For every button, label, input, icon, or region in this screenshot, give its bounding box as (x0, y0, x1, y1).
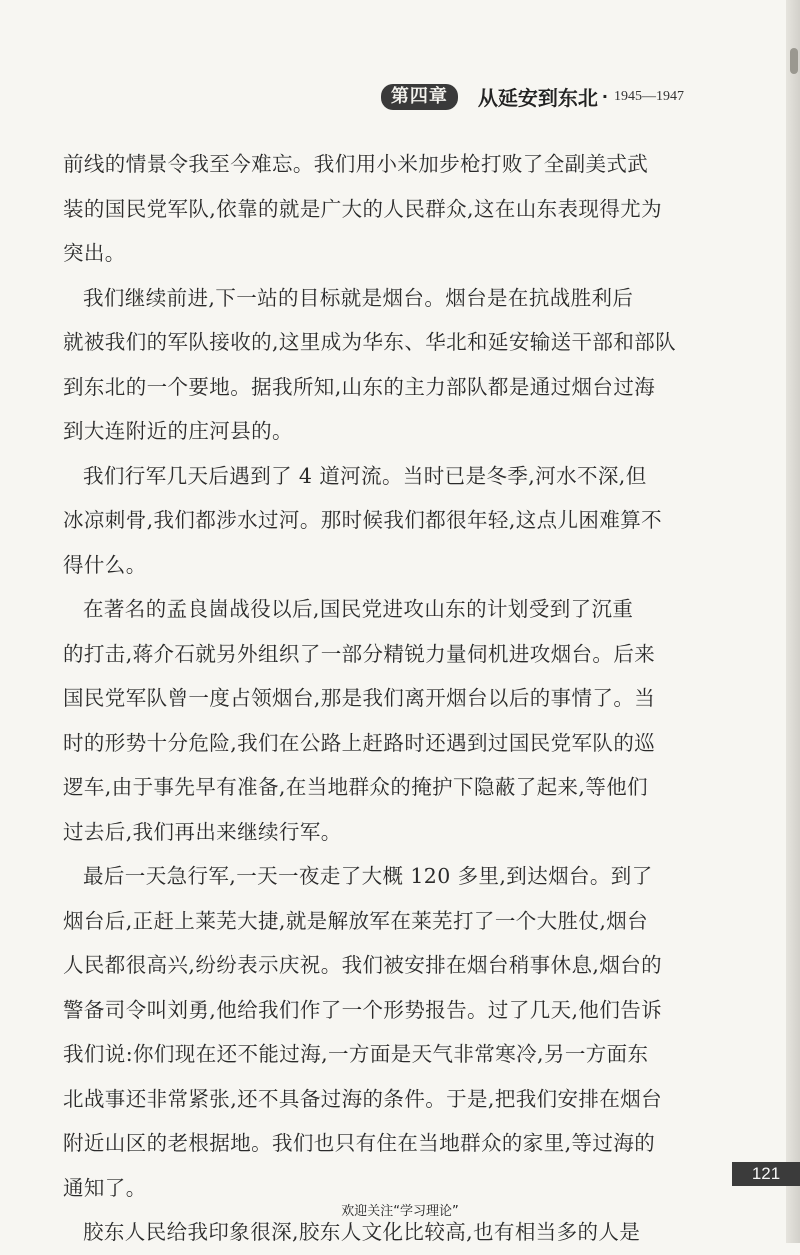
text-line: 烟台后,正赶上莱芜大捷,就是解放军在莱芜打了一个大胜仗,烟台 (63, 908, 649, 933)
text-line: 我们行军几天后遇到了 4 道河流。当时已是冬季,河水不深,但 (83, 463, 647, 488)
text-line: 附近山区的老根据地。我们也只有住在当地群众的家里,等过海的 (63, 1131, 656, 1155)
text-line: 前线的情景令我至今难忘。我们用小米加步枪打败了全副美式武 (63, 152, 649, 176)
text-line: 胶东人民给我印象很深,胶东人文化比较高,也有相当多的人是 (83, 1220, 641, 1244)
text-line: 人民都很高兴,纷纷表示庆祝。我们被安排在烟台稍事休息,烟台的 (63, 953, 663, 977)
page-edge-mark (790, 48, 798, 74)
text-line: 就被我们的军队接收的,这里成为华东、华北和延安输送干部和部队 (63, 330, 677, 354)
text-line: 警备司令叫刘勇,他给我们作了一个形势报告。过了几天,他们告诉 (63, 997, 663, 1022)
text-line: 我们继续前进,下一站的目标就是烟台。烟台是在抗战胜利后 (83, 285, 634, 310)
text-line: 装的国民党军队,依靠的就是广大的人民群众,这在山东表现得尤为 (63, 196, 663, 221)
page-number: 121 (732, 1162, 800, 1186)
text-line: 我们说:你们现在还不能过海,一方面是天气非常寒冷,另一方面东 (63, 1042, 649, 1066)
text-line: 最后一天急行军,一天一夜走了大概 120 多里,到达烟台。到了 (83, 864, 653, 888)
text-line: 突出。 (63, 241, 126, 265)
chapter-badge: 第四章 (381, 84, 458, 110)
running-header (381, 82, 684, 111)
text-line: 在著名的孟良崮战役以后,国民党进攻山东的计划受到了沉重 (83, 597, 634, 621)
chapter-title: 从延安到东北 (477, 86, 598, 110)
chapter-years: 1945—1947 (614, 88, 684, 104)
text-line: 得什么。 (63, 552, 147, 577)
page-edge (786, 0, 800, 1243)
body-text (63, 142, 693, 1255)
header-separator: · (601, 87, 608, 106)
text-line: 冰凉刺骨,我们都涉水过河。那时候我们都很年轻,这点儿困难算不 (63, 508, 663, 532)
text-line: 逻车,由于事先早有准备,在当地群众的掩护下隐蔽了起来,等他们 (63, 775, 649, 799)
text-line: 通知了。 (63, 1175, 147, 1200)
text-line: 北战事还非常紧张,还不具备过海的条件。于是,把我们安排在烟台 (63, 1086, 663, 1111)
text-line: 过去后,我们再出来继续行军。 (63, 819, 342, 844)
text-line: 的打击,蒋介石就另外组织了一部分精锐力量伺机进攻烟台。后来 (63, 641, 656, 666)
text-line: 到东北的一个要地。据我所知,山东的主力部队都是通过烟台过海 (63, 374, 656, 399)
text-line: 国民党军队曾一度占领烟台,那是我们离开烟台以后的事情了。当 (63, 686, 656, 710)
text-line: 时的形势十分危险,我们在公路上赶路时还遇到过国民党军队的巡 (63, 730, 656, 755)
text-line: 到大连附近的庄河县的。 (63, 419, 293, 443)
footer-caption: 欢迎关注“学习理论” (341, 1204, 459, 1219)
